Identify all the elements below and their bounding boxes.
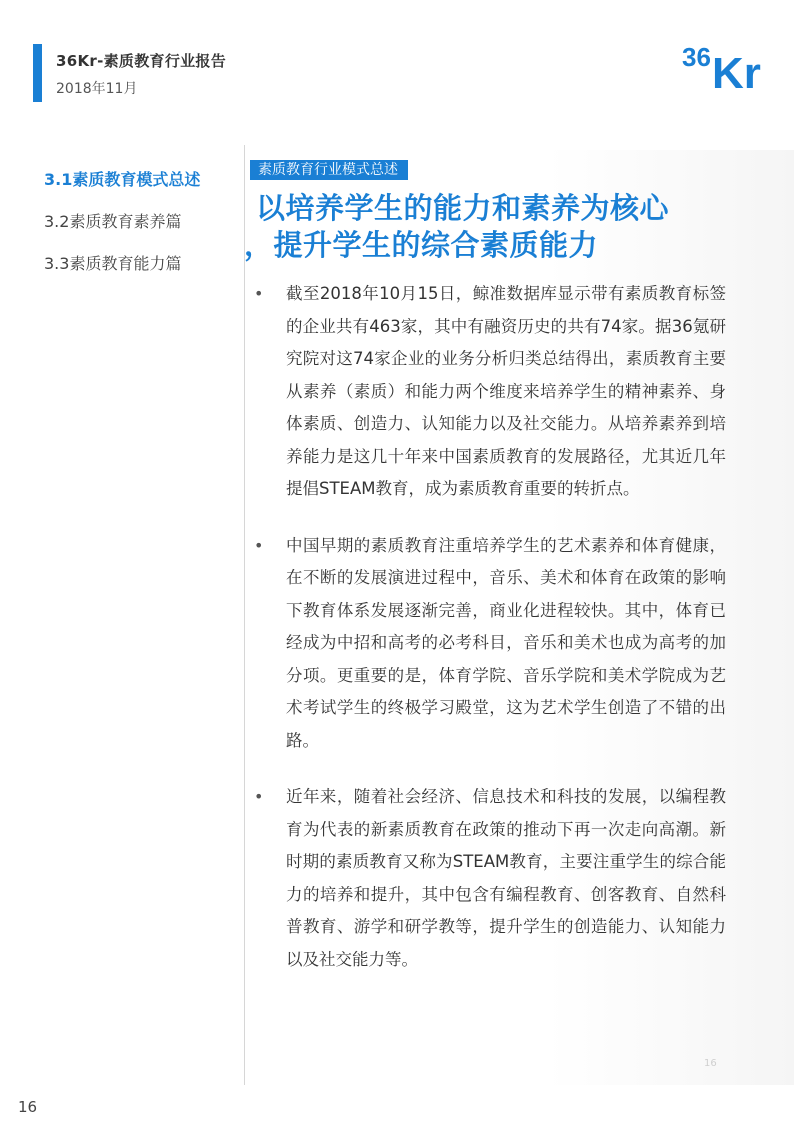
header-accent-bar [33, 44, 42, 102]
bullet-list [254, 278, 726, 1000]
bullet-text: 近年来，随着社会经济、信息技术和科技的发展，以编程教育为代表的新素质教育在政策的推动下再一次走向高潮。新时期的素质教育又称为STEAM教育，主要注重学生的综合能力的培养和提升，其中包含有编程教育、创客教育、自然科普教育、游学和研学教等，提升学生的创造能力、认知能力以及社交能力等。 [286, 787, 726, 969]
page-number: 16 [18, 1098, 38, 1116]
bullet-dot-icon: • [254, 787, 264, 806]
page-headline [244, 190, 731, 264]
bullet-item [254, 278, 726, 506]
nav-item-3-2[interactable]: 3.2素质教育素养篇 [44, 212, 182, 231]
bullet-dot-icon: • [254, 284, 264, 303]
report-date: 2018年11月 [56, 81, 138, 97]
nav-item-3-1[interactable]: 3.1素质教育模式总述 [44, 170, 201, 189]
watermark-page-number: 16 [704, 1058, 717, 1069]
svg-text:36: 36 [682, 42, 711, 72]
nav-item-3-3[interactable]: 3.3素质教育能力篇 [44, 254, 182, 273]
vertical-divider [244, 145, 245, 1085]
section-nav [44, 170, 244, 296]
bullet-item [254, 781, 726, 976]
bullet-text: 中国早期的素质教育注重培养学生的艺术素养和体育健康，在不断的发展演进过程中，音乐、美术和体育在政策的影响下教育体系发展逐渐完善，商业化进程较快。其中，体育已经成为中招和高考的必考科目，音乐和美术也成为高考的加分项。更重要的是，体育学院、音乐学院和美术学院成为艺术考试学生的终极学习殿堂，这为艺术学生创造了不错的出路。 [286, 535, 726, 750]
headline-line-2: ，提升学生的综合素质能力 [244, 228, 599, 262]
bullet-dot-icon: • [254, 535, 264, 555]
bullet-text: 截至2018年10月15日，鲸准数据库显示带有素质教育标签的企业共有463家，其中有融资历史的共有74家。据36氪研究院对这74家企业的业务分析归类总结得出，素质教育主要从素养（素质）和能力两个维度来培养学生的精神素养、身体素质、创造力、认知能力以及社交能力。从培养素养到培养能力是这几十年来中国素质教育的发展路径，尤其近几年提倡STEAM教育，成为素质教育重要的转折点。 [286, 284, 726, 498]
section-tag: 素质教育行业模式总述 [250, 160, 408, 180]
bullet-item [254, 530, 726, 758]
report-title: 36Kr-素质教育行业报告 [56, 52, 227, 70]
svg-text:Kr: Kr [712, 49, 761, 92]
headline-line-1: 以培养学生的能力和素养为核心 [256, 191, 670, 225]
36kr-logo [682, 40, 764, 92]
